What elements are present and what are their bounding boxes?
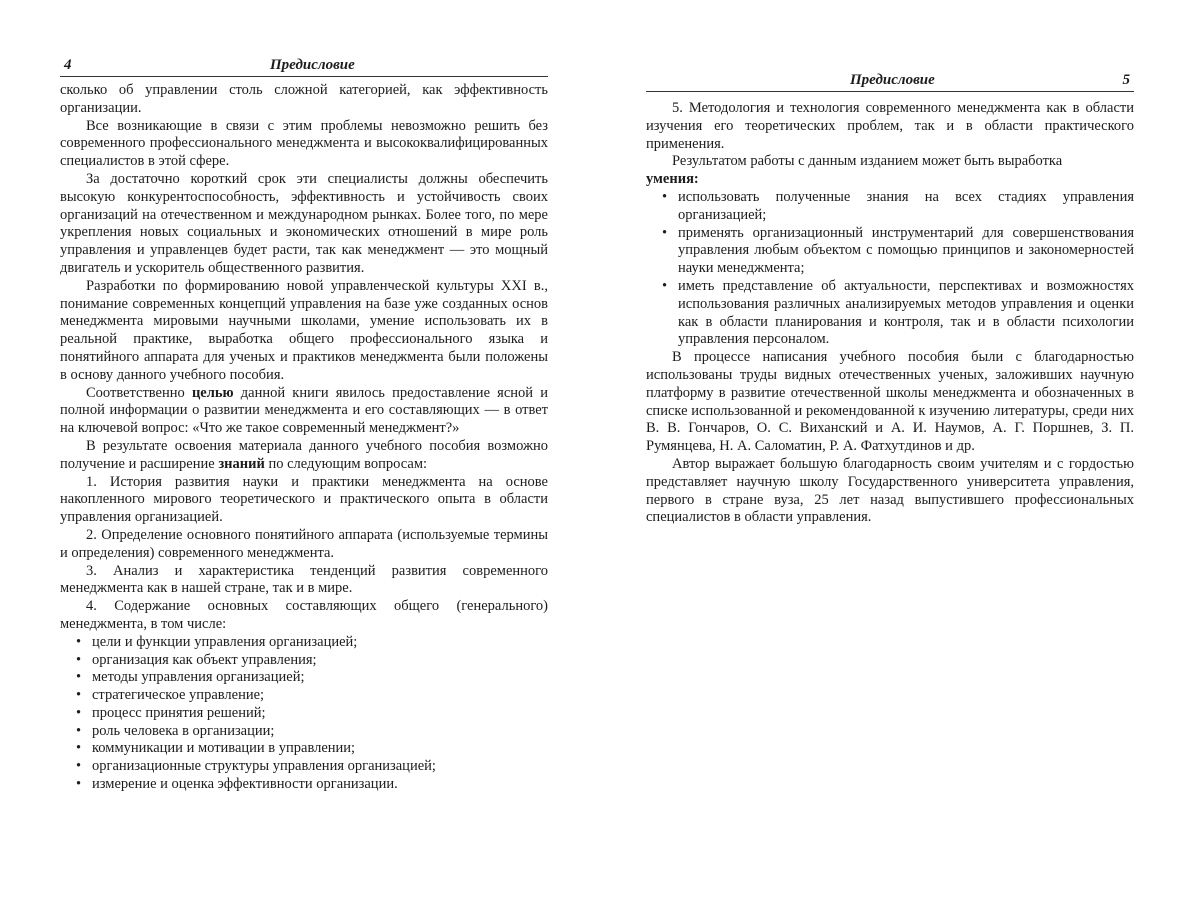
bullet-list bbox=[60, 634, 548, 794]
paragraph: сколько об управлении столь сложной категорией, как эффективность организации. bbox=[60, 82, 548, 116]
list-item: • роль человека в организации; bbox=[60, 723, 548, 741]
skills-label bbox=[646, 171, 1134, 189]
numbered-item: 3. Анализ и характеристика тенденций развития современного менеджмента как в нашей стране, так и в мире. bbox=[60, 562, 548, 597]
numbered-item: 5. Методология и технология современного менеджмента как в области изучения его теоретических проблем, так и в области практического применения. bbox=[646, 100, 1134, 152]
list-item: • организация как объект управления; bbox=[60, 652, 548, 670]
running-head-title: Предисловие bbox=[270, 57, 355, 73]
numbered-item: 1. История развития науки и практики менеджмента на основе накопленного мирового теоретического и практического опыта в области управления организацией. bbox=[60, 473, 548, 526]
numbered-item: 4. Содержание основных составляющих общего (генерального) менеджмента, в том числе: bbox=[60, 598, 548, 632]
page-body bbox=[60, 82, 548, 794]
paragraph: Разработки по формированию новой управленческой культуры XXI в., понимание современных концепций управления на базе уже созданных основ менеджмента мировыми научными школами, умение использовать их в реальной практике, выработка общего профессионального языка и понятийного аппарата для ученых и практиков менеджмента были положены в основу данного учебного пособия. bbox=[60, 277, 548, 383]
list-item: • стратегическое управление; bbox=[60, 687, 548, 705]
list-item: • измерение и оценка эффективности организации. bbox=[60, 776, 548, 794]
numbered-item: 2. Определение основного понятийного аппарата (используемые термины и определения) современного менеджмента. bbox=[60, 526, 548, 561]
paragraph: Все возникающие в связи с этим проблемы невозможно решить без современного профессионального менеджмента и высококвалифицированных специалистов в этой сфере. bbox=[60, 117, 548, 170]
paragraph: За достаточно короткий срок эти специалисты должны обеспечить высокую конкурентоспособность, эффективность и устойчивость своих организаций на отечественном и международном рынках. Более того, по мере укрепления новых социальных и экономических отношений в мире роль управления и управленцев будет расти, так как менеджмент — это мощный двигатель и ускоритель общественного развития. bbox=[60, 170, 548, 276]
text-run: по следующим вопросам: bbox=[264, 455, 428, 472]
list-item: • использовать полученные знания на всех стадиях управления организацией; bbox=[646, 189, 1134, 225]
result-paragraph: Результатом работы с данным изданием может быть выработка bbox=[672, 153, 1063, 170]
list-item: • цели и функции управления организацией; bbox=[60, 634, 548, 652]
left-page bbox=[60, 0, 548, 794]
text-run: В результате освоения материала данного учебного пособия возможно получение и расширение bbox=[60, 437, 548, 472]
page-body bbox=[646, 100, 1134, 527]
running-head-title: Предисловие bbox=[850, 72, 935, 88]
knowledge-paragraph bbox=[60, 438, 548, 474]
bullet-list bbox=[646, 189, 1134, 349]
page-number: 4 bbox=[64, 57, 72, 73]
goal-paragraph bbox=[60, 385, 548, 438]
list-item: • применять организационный инструментарий для совершенствования управления любым объектом с помощью принципов и закономерностей науки менеджмента; bbox=[646, 225, 1134, 278]
text-run: Соответственно bbox=[86, 384, 192, 401]
page-number: 5 bbox=[1122, 72, 1130, 88]
running-header bbox=[60, 56, 548, 77]
list-item: • процесс принятия решений; bbox=[60, 705, 548, 723]
paragraph: Автор выражает большую благодарность своим учителям и с гордостью представляет научную школу Государственного университета управления, первого в стране вуза, 25 лет назад выпустившего профессиональных специалистов в области управления. bbox=[646, 455, 1134, 526]
bold-term: знаний bbox=[218, 455, 265, 472]
text-run: данной книги явилось предоставление ясной и полной информации о развитии менеджмента и его составляющих — в ответ на ключевой вопрос: «Что же такое современный менеджмент?» bbox=[60, 384, 548, 437]
running-header bbox=[646, 71, 1134, 92]
right-page bbox=[646, 0, 1134, 527]
bold-term: целью bbox=[191, 384, 234, 401]
list-item: • коммуникации и мотивации в управлении; bbox=[60, 740, 548, 758]
list-item: • иметь представление об актуальности, перспективах и возможностях использования различных анализируемых методов управления и оценки как в области планирования и контроля, так и в области психологии управления персоналом. bbox=[646, 278, 1134, 349]
bold-term: умения: bbox=[646, 171, 699, 188]
paragraph: В процессе написания учебного пособия были с благодарностью использованы труды видных отечественных ученых, заложивших научную платформу в развитие отечественной школы менеджмента и обозначенных в списке использованной и рекомендованной к изучению литературы, среди них В. В. Гончаров, О. С. Виханский и А. И. Наумов, А. Г. Поршнев, З. П. Румянцева, Н. А. Саломатин, Р. А. Фатхутдинов и др. bbox=[646, 349, 1134, 455]
list-item: • организационные структуры управления организацией; bbox=[60, 758, 548, 776]
list-item: • методы управления организацией; bbox=[60, 669, 548, 687]
